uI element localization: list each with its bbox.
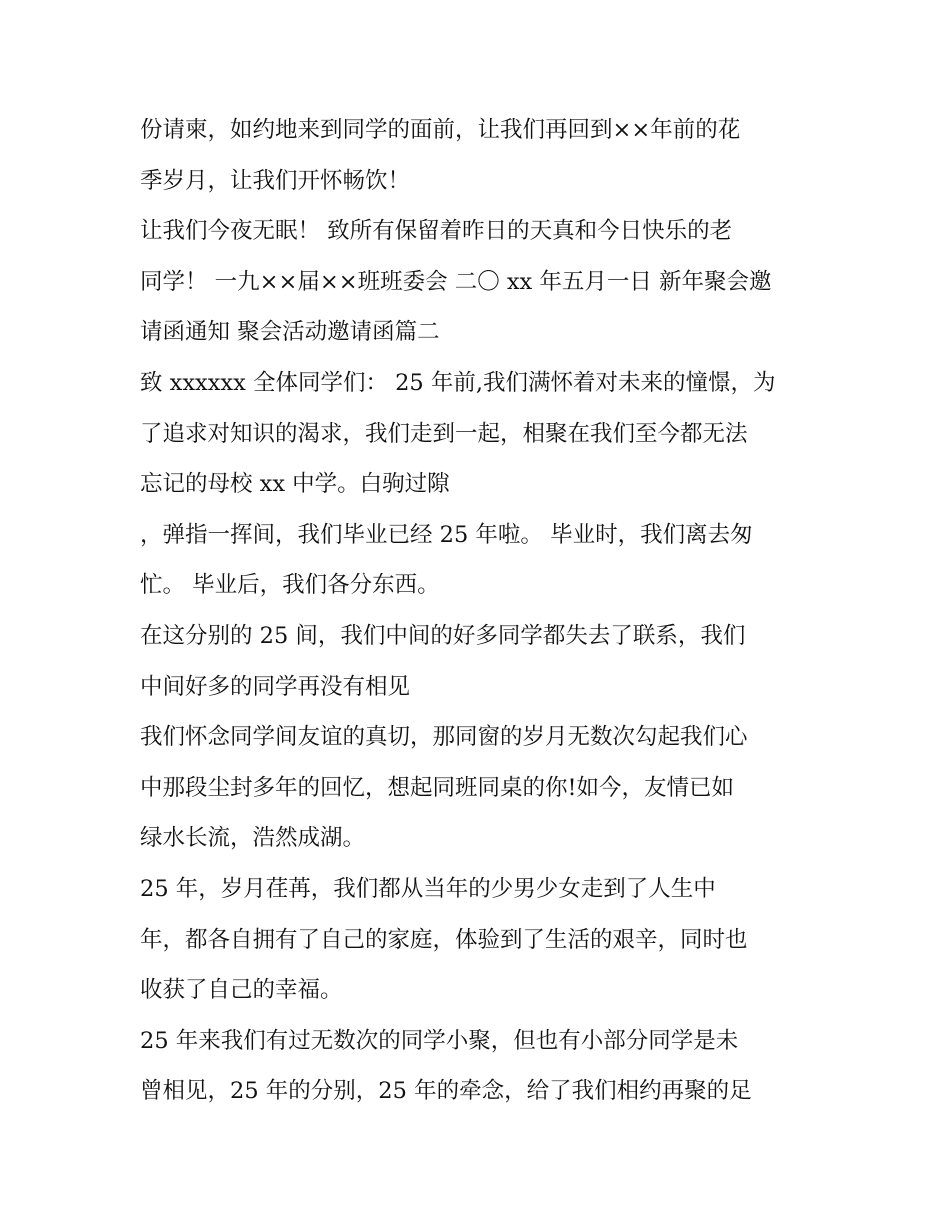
text-line: 收获了自己的幸福。 [140,977,343,1004]
text-line: 曾相见，25 年的分别，25 年的牵念，给了我们相约再聚的足 [140,1078,752,1105]
text-line: 季岁月，让我们开怀畅饮！ [140,167,411,194]
text-line: 中间好多的同学再没有相见 [140,673,411,700]
text-line: 同学！ 一九××届××班班委会 二〇 xx 年五月一日 新年聚会邀 [140,268,772,295]
text-line: 在这分别的 25 间，我们中间的好多同学都失去了联系，我们 [140,622,746,649]
text-line: 年，都各自拥有了自己的家庭，体验到了生活的艰辛，同时也 [140,926,748,953]
text-line: 让我们今夜无眠！ 致所有保留着昨日的天真和今日快乐的老 [140,218,733,245]
text-line: 忙。 毕业后，我们各分东西。 [140,572,440,599]
text-line: 忘记的母校 xx 中学。白驹过隙 [140,471,450,498]
text-line: 请函通知 聚会活动邀请函篇二 [140,319,440,346]
text-line: 25 年来我们有过无数次的同学小聚，但也有小部分同学是未 [140,1027,739,1054]
text-line: 中那段尘封多年的回忆，想起同班同桌的你!如今，友情已如 [140,774,735,801]
text-line: 绿水长流，浩然成湖。 [140,825,366,852]
document-body [140,105,820,1117]
text-line: 份请柬，如约地来到同学的面前，让我们再回到××年前的花 [140,117,741,143]
text-line: 致 xxxxxx 全体同学们： 25 年前,我们满怀着对未来的憧憬，为 [140,369,776,396]
text-line: 了追求对知识的渴求，我们走到一起，相聚在我们至今都无法 [140,420,748,447]
text-line: 我们怀念同学间友谊的真切，那同窗的岁月无数次勾起我们心 [140,724,748,751]
text-line: 25 年，岁月荏苒，我们都从当年的少男少女走到了人生中 [140,875,716,902]
text-line: ，弹指一挥间，我们毕业已经 25 年啦。 毕业时，我们离去匆 [140,521,753,548]
